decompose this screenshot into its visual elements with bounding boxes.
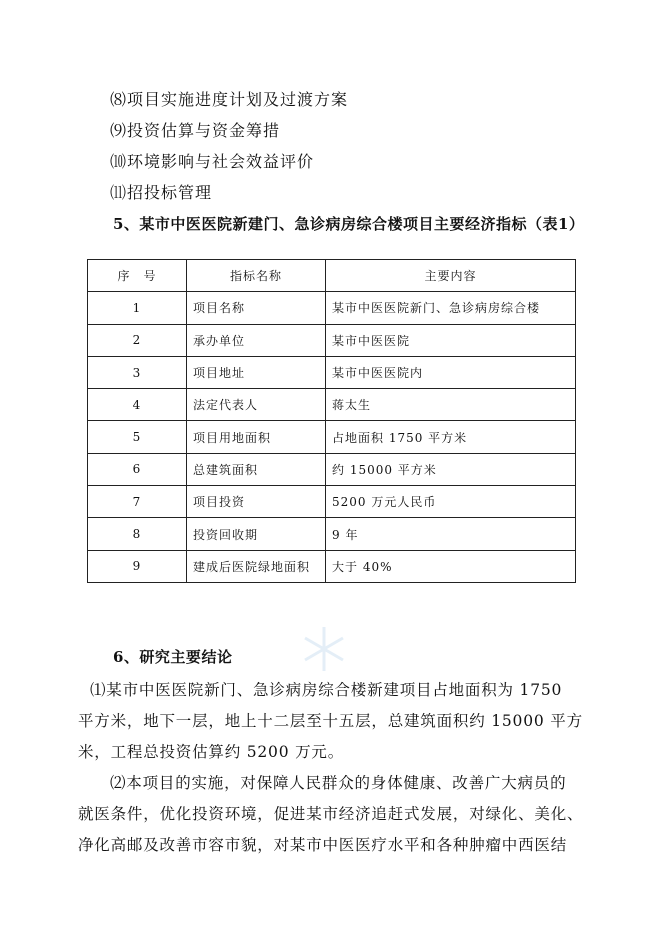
row-indicator-name: 法定代表人 <box>187 389 326 421</box>
row-number: 5 <box>88 421 187 453</box>
row-content: 蒋太生 <box>326 389 576 421</box>
row-indicator-name: 项目地址 <box>187 356 326 388</box>
conclusion-line: 米，工程总投资估算约 5200 万元。 <box>78 743 345 761</box>
table-row <box>88 324 576 356</box>
section-5-heading: 5、某市中医医院新建门、急诊病房综合楼项目主要经济指标（表1） <box>113 215 585 233</box>
conclusion-line: 平方米，地下一层，地上十二层至十五层，总建筑面积约 15000 平方 <box>78 712 583 730</box>
row-number: 4 <box>88 389 187 421</box>
conclusion-line: 净化高邮及改善市容市貌，对某市中医医疗水平和各种肿瘤中西医结 <box>78 836 568 854</box>
conclusion-line: 就医条件，优化投资环境，促进某市经济追赶式发展，对绿化、美化、 <box>78 805 584 823</box>
list-item-9: ⑼投资估算与资金筹措 <box>110 121 281 140</box>
list-item-10: ⑽环境影响与社会效益评价 <box>110 152 315 171</box>
row-content: 某市中医医院内 <box>326 356 576 388</box>
row-number: 1 <box>88 292 187 324</box>
table-row <box>88 486 576 518</box>
row-content: 5200 万元人民币 <box>326 486 576 518</box>
snowflake-watermark-icon <box>300 625 348 673</box>
conclusion-line: ⑴某市中医医院新门、急诊病房综合楼新建项目占地面积为 1750 <box>90 681 563 699</box>
row-indicator-name: 承办单位 <box>187 324 326 356</box>
row-indicator-name: 总建筑面积 <box>187 453 326 485</box>
header-serial-number: 序 号 <box>88 260 187 292</box>
row-indicator-name: 项目名称 <box>187 292 326 324</box>
table-row <box>88 421 576 453</box>
economic-indicators-table <box>87 259 576 583</box>
table-row <box>88 389 576 421</box>
table-row <box>88 292 576 324</box>
row-indicator-name: 项目投资 <box>187 486 326 518</box>
row-indicator-name: 项目用地面积 <box>187 421 326 453</box>
row-content: 大于 40% <box>326 550 576 582</box>
row-content: 占地面积 1750 平方米 <box>326 421 576 453</box>
header-indicator-name: 指标名称 <box>187 260 326 292</box>
row-number: 8 <box>88 518 187 550</box>
row-number: 3 <box>88 356 187 388</box>
header-main-content: 主要内容 <box>326 260 576 292</box>
row-number: 9 <box>88 550 187 582</box>
row-indicator-name: 投资回收期 <box>187 518 326 550</box>
section-6-heading: 6、研究主要结论 <box>113 648 233 666</box>
row-indicator-name: 建成后医院绿地面积 <box>187 550 326 582</box>
table-row <box>88 550 576 582</box>
row-number: 7 <box>88 486 187 518</box>
row-content: 9 年 <box>326 518 576 550</box>
list-item-11: ⑾招投标管理 <box>110 183 213 202</box>
conclusion-line: ⑵本项目的实施，对保障人民群众的身体健康、改善广大病员的 <box>110 774 567 792</box>
row-content: 某市中医医院新门、急诊病房综合楼 <box>326 292 576 324</box>
table-row <box>88 453 576 485</box>
list-item-8: ⑻项目实施进度计划及过渡方案 <box>110 90 349 109</box>
row-content: 约 15000 平方米 <box>326 453 576 485</box>
table-row <box>88 356 576 388</box>
row-content: 某市中医医院 <box>326 324 576 356</box>
table-row <box>88 518 576 550</box>
row-number: 6 <box>88 453 187 485</box>
row-number: 2 <box>88 324 187 356</box>
table-header-row <box>88 260 576 292</box>
